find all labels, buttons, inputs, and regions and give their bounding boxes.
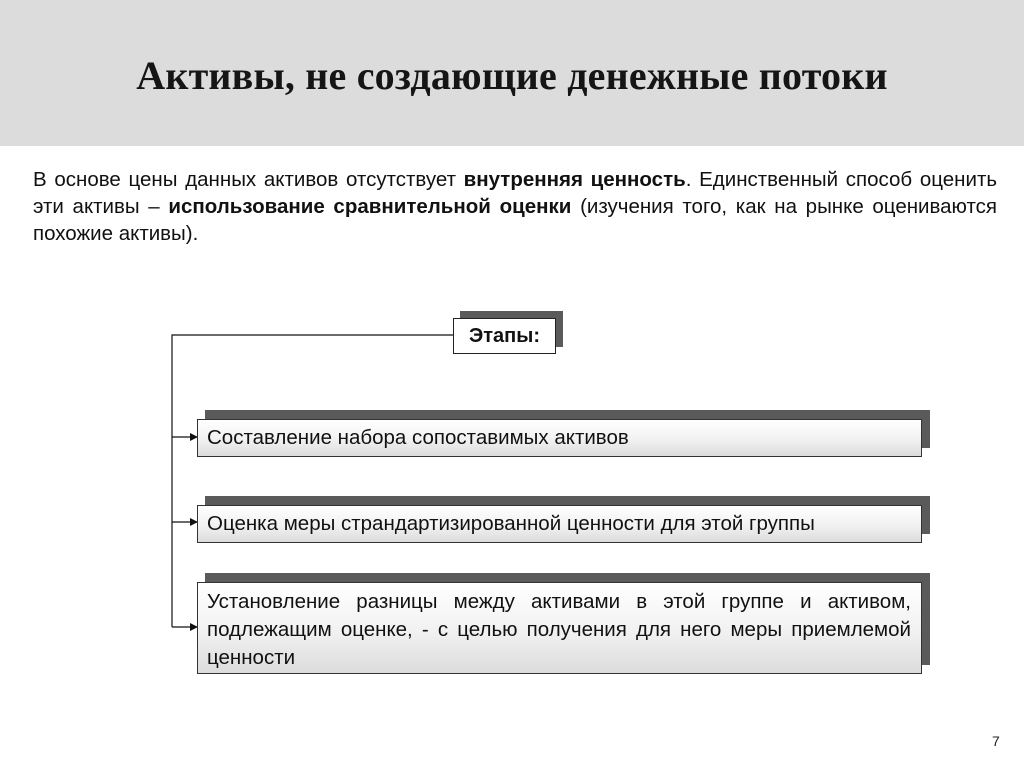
intro-bold-2: использование сравнительной оценки [168, 195, 572, 218]
step-2-box: Оценка меры страндартизированной ценности для этой группы [197, 505, 922, 543]
step-3-box: Установление разницы между активами в этой группе и активом, подлежащим оценке, - с целью получения для него меры приемлемой ценности [197, 582, 922, 674]
intro-text-2: . Единственный способ оценить эти активы – [33, 168, 998, 218]
step-1-box: Составление набора сопоставимых активов [197, 419, 922, 457]
stages-label: Этапы: [453, 318, 556, 354]
intro-bold-1: внутренняя ценность [463, 168, 686, 191]
intro-text-1: В основе цены данных активов отсутствует [33, 168, 464, 191]
page-number: 7 [992, 733, 1000, 749]
intro-text-3: (изучения того, как на рынке оцениваются похожие активы). [33, 195, 997, 245]
slide-title: Активы, не создающие денежные потоки [136, 53, 888, 98]
